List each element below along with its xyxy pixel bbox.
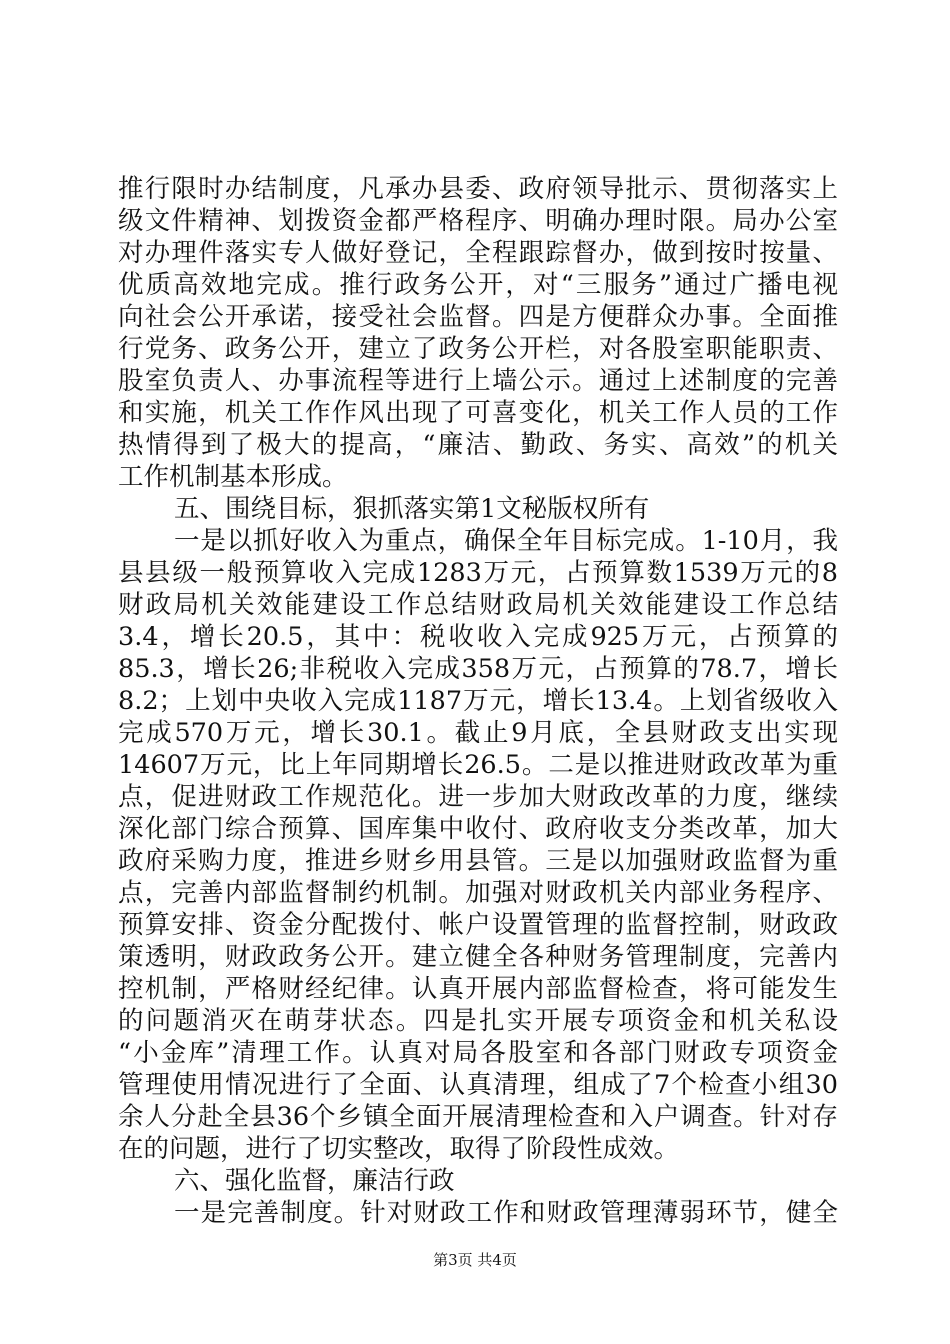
- body-text-line: 热情得到了极大的提高，“廉洁、勤政、务实、高效”的机关: [118, 430, 838, 460]
- body-text-line: 14607万元，比上年同期增长26.5。二是以推进财政改革为重: [118, 750, 838, 780]
- body-text-line: 级文件精神、划拨资金都严格程序、明确办理时限。局办公室: [118, 206, 838, 236]
- body-text-line: 县县级一般预算收入完成1283万元，占预算数1539万元的8: [118, 558, 838, 588]
- body-text-line: 点，完善内部监督制约机制。加强对财政机关内部业务程序、: [118, 878, 838, 908]
- body-text-line: 推行限时办结制度，凡承办县委、政府领导批示、贯彻落实上: [118, 174, 838, 204]
- body-text-line: 控机制，严格财经纪律。认真开展内部监督检查，将可能发生: [118, 974, 838, 1004]
- body-text-line: 工作机制基本形成。: [118, 462, 348, 492]
- body-text-line: 对办理件落实专人做好登记，全程跟踪督办，做到按时按量、: [118, 238, 838, 268]
- body-text-line: 优质高效地完成。推行政务公开，对“三服务”通过广播电视: [118, 270, 838, 300]
- body-text-line: 深化部门综合预算、国库集中收付、政府收支分类改革，加大: [118, 814, 838, 844]
- body-text-line: 行党务、政务公开，建立了政务公开栏，对各股室职能职责、: [118, 334, 838, 364]
- body-text-line: 策透明，财政政务公开。建立健全各种财务管理制度，完善内: [118, 942, 838, 972]
- body-text-line: 点，促进财政工作规范化。进一步加大财政改革的力度，继续: [118, 782, 838, 812]
- body-text-line: 一是完善制度。针对财政工作和财政管理薄弱环节，健全: [174, 1198, 838, 1228]
- section-heading: 六、强化监督，廉洁行政: [174, 1166, 455, 1196]
- body-text-line: 在的问题，进行了切实整改，取得了阶段性成效。: [118, 1134, 680, 1164]
- body-text-line: “小金库”清理工作。认真对局各股室和各部门财政专项资金: [118, 1038, 838, 1068]
- body-text-line: 政府采购力度，推进乡财乡用县管。三是以加强财政监督为重: [118, 846, 838, 876]
- body-text-line: 余人分赴全县36个乡镇全面开展清理检查和入户调查。针对存: [118, 1102, 838, 1132]
- section-heading: 五、围绕目标，狠抓落实第1文秘版权所有: [174, 494, 650, 524]
- body-text-line: 预算安排、资金分配拨付、帐户设置管理的监督控制，财政政: [118, 910, 838, 940]
- page-number-footer: 第3页 共4页: [433, 1251, 517, 1269]
- body-text-line: 3.4，增长20.5，其中：税收收入完成925万元，占预算的: [118, 622, 838, 652]
- body-text-line: 一是以抓好收入为重点，确保全年目标完成。1-10月，我: [174, 526, 838, 556]
- body-text-line: 股室负责人、办事流程等进行上墙公示。通过上述制度的完善: [118, 366, 838, 396]
- body-text-line: 财政局机关效能建设工作总结财政局机关效能建设工作总结: [118, 590, 838, 620]
- body-text-line: 的问题消灭在萌芽状态。四是扎实开展专项资金和机关私设: [118, 1006, 838, 1036]
- body-text-line: 向社会公开承诺，接受社会监督。四是方便群众办事。全面推: [118, 302, 838, 332]
- body-text-line: 完成570万元，增长30.1。截止9月底，全县财政支出实现: [118, 718, 838, 748]
- body-text-line: 8.2；上划中央收入完成1187万元，增长13.4。上划省级收入: [118, 686, 838, 716]
- body-text-line: 85.3，增长26;非税收入完成358万元，占预算的78.7，增长: [118, 654, 838, 684]
- body-text-line: 和实施，机关工作作风出现了可喜变化，机关工作人员的工作: [118, 398, 838, 428]
- body-text-line: 管理使用情况进行了全面、认真清理，组成了7个检查小组30: [118, 1070, 838, 1100]
